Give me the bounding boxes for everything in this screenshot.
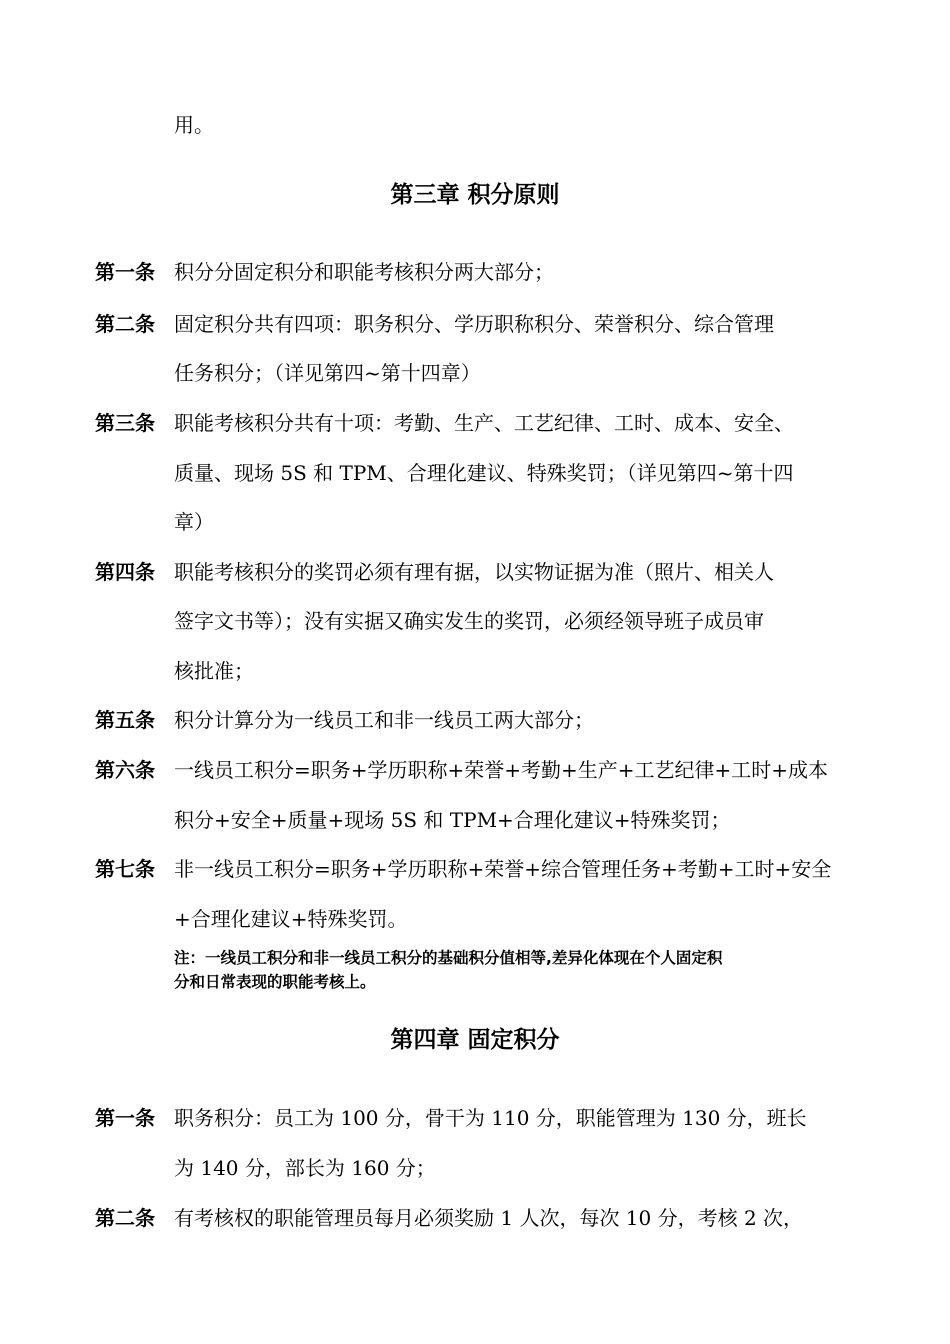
article-text: +合理化建议+特殊奖罚。 — [174, 907, 408, 931]
article-text: 固定积分共有四项：职务积分、学历职称积分、荣誉积分、综合管理 — [174, 312, 774, 336]
article-text: 核批准； — [174, 659, 254, 683]
article-text: 任务积分；（详见第四~第十四章） — [174, 361, 481, 385]
article-text: 积分计算分为一线员工和非一线员工两大部分； — [174, 708, 594, 732]
article-text: 为 140 分，部长为 160 分； — [174, 1156, 436, 1180]
article-text: 章） — [174, 510, 214, 534]
article-text: 职能考核积分的奖罚必须有理有据，以实物证据为准（照片、相关人 — [174, 560, 774, 584]
article-label: 第六条 — [95, 758, 155, 782]
article-text: 积分分固定积分和职能考核积分两大部分； — [174, 260, 554, 284]
article-text: 积分+安全+质量+现场 5S 和 TPM+合理化建议+特殊奖罚； — [174, 808, 731, 832]
article-label: 第二条 — [95, 312, 155, 336]
article-text: 质量、现场 5S 和 TPM、合理化建议、特殊奖罚；（详见第四~第十四 — [174, 461, 794, 485]
article-label: 第一条 — [95, 260, 155, 284]
article-label: 第三条 — [95, 411, 155, 435]
article-label: 第七条 — [95, 857, 155, 881]
article-text: 签字文书等）；没有实据又确实发生的奖罚，必须经领导班子成员审 — [174, 609, 764, 633]
article-text: 有考核权的职能管理员每月必须奖励 1 人次，每次 10 分，考核 2 次， — [174, 1206, 804, 1230]
article-label: 第四条 — [95, 560, 155, 584]
article-label: 第五条 — [95, 708, 155, 732]
article-label: 第一条 — [95, 1106, 155, 1130]
note-text: 分和日常表现的职能考核上。 — [174, 973, 376, 991]
article-text: 职务积分：员工为 100 分，骨干为 110 分，职能管理为 130 分，班长 — [174, 1106, 807, 1130]
chapter-3-title: 第三章 积分原则 — [390, 182, 560, 208]
continuation-text: 用。 — [174, 113, 214, 137]
article-text: 职能考核积分共有十项：考勤、生产、工艺纪律、工时、成本、安全、 — [174, 411, 794, 435]
article-text: 一线员工积分=职务+学历职称+荣誉+考勤+生产+工艺纪律+工时+成本 — [174, 758, 829, 782]
article-text: 非一线员工积分=职务+学历职称+荣誉+综合管理任务+考勤+工时+安全 — [174, 857, 832, 881]
article-label: 第二条 — [95, 1206, 155, 1230]
chapter-4-title: 第四章 固定积分 — [390, 1027, 560, 1053]
note-text: 注：一线员工积分和非一线员工积分的基础积分值相等,差异化体现在个人固定积 — [174, 949, 723, 967]
